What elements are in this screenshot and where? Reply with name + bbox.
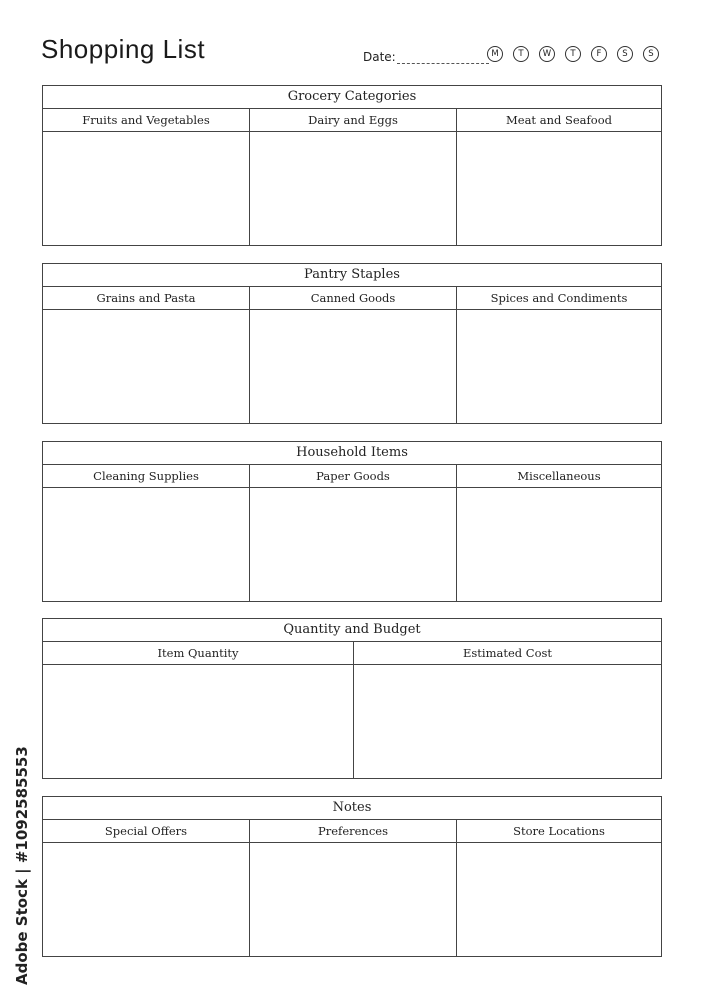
column-header: Item Quantity <box>43 642 353 665</box>
column-writing-area[interactable] <box>457 310 661 423</box>
column-miscellaneous <box>457 465 661 601</box>
section-title: Household Items <box>43 442 661 465</box>
column-estimated-cost <box>354 642 661 778</box>
section-quantity-budget <box>42 618 662 779</box>
column-writing-area[interactable] <box>43 488 249 601</box>
column-header: Estimated Cost <box>354 642 661 665</box>
column-writing-area[interactable] <box>250 310 456 423</box>
column-writing-area[interactable] <box>457 843 661 956</box>
section-grocery-categories <box>42 85 662 246</box>
column-header: Dairy and Eggs <box>250 109 456 132</box>
section-title: Quantity and Budget <box>43 619 661 642</box>
column-preferences <box>250 820 457 956</box>
column-item-quantity <box>43 642 354 778</box>
column-writing-area[interactable] <box>457 488 661 601</box>
section-household-items <box>42 441 662 602</box>
day-circle-friday[interactable]: F <box>591 46 607 62</box>
column-writing-area[interactable] <box>43 665 353 778</box>
column-header: Cleaning Supplies <box>43 465 249 488</box>
day-circle-saturday[interactable]: S <box>617 46 633 62</box>
date-line[interactable] <box>397 53 489 64</box>
day-circle-wednesday[interactable]: W <box>539 46 555 62</box>
column-meat-seafood <box>457 109 661 245</box>
column-special-offers <box>43 820 250 956</box>
column-header: Fruits and Vegetables <box>43 109 249 132</box>
column-header: Grains and Pasta <box>43 287 249 310</box>
column-writing-area[interactable] <box>250 132 456 245</box>
section-title: Notes <box>43 797 661 820</box>
column-header: Special Offers <box>43 820 249 843</box>
section-notes <box>42 796 662 957</box>
column-writing-area[interactable] <box>43 843 249 956</box>
column-header: Meat and Seafood <box>457 109 661 132</box>
column-store-locations <box>457 820 661 956</box>
column-writing-area[interactable] <box>354 665 661 778</box>
column-spices-condiments <box>457 287 661 423</box>
date-field[interactable] <box>363 50 489 64</box>
date-label: Date: <box>363 50 396 64</box>
weekday-selector <box>487 46 659 62</box>
day-circle-thursday[interactable]: T <box>565 46 581 62</box>
column-writing-area[interactable] <box>43 132 249 245</box>
page-title: Shopping List <box>41 34 206 64</box>
stock-credit: Adobe Stock | #1092585553 <box>13 746 31 985</box>
day-circle-tuesday[interactable]: T <box>513 46 529 62</box>
column-header: Paper Goods <box>250 465 456 488</box>
column-header: Preferences <box>250 820 456 843</box>
column-header: Miscellaneous <box>457 465 661 488</box>
day-circle-sunday[interactable]: S <box>643 46 659 62</box>
column-grains-pasta <box>43 287 250 423</box>
column-writing-area[interactable] <box>43 310 249 423</box>
day-circle-monday[interactable]: M <box>487 46 503 62</box>
section-title: Grocery Categories <box>43 86 661 109</box>
column-cleaning-supplies <box>43 465 250 601</box>
column-writing-area[interactable] <box>250 488 456 601</box>
column-fruits-vegetables <box>43 109 250 245</box>
section-pantry-staples <box>42 263 662 424</box>
column-header: Spices and Condiments <box>457 287 661 310</box>
column-writing-area[interactable] <box>457 132 661 245</box>
section-title: Pantry Staples <box>43 264 661 287</box>
column-dairy-eggs <box>250 109 457 245</box>
column-paper-goods <box>250 465 457 601</box>
column-writing-area[interactable] <box>250 843 456 956</box>
column-header: Canned Goods <box>250 287 456 310</box>
column-canned-goods <box>250 287 457 423</box>
column-header: Store Locations <box>457 820 661 843</box>
